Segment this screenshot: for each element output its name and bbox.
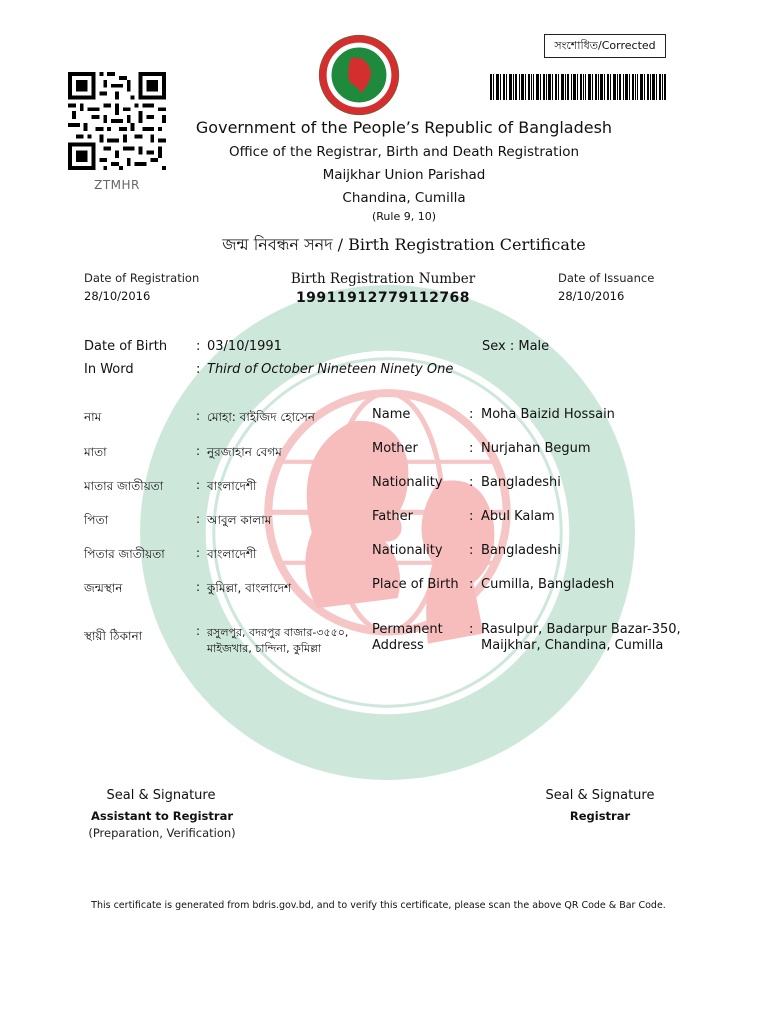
father-nationality-label: Nationality <box>372 543 443 558</box>
colon: : <box>196 512 201 526</box>
date-of-birth-label: Date of Birth <box>84 339 168 354</box>
colon: : <box>196 478 201 492</box>
mother-label: Mother <box>372 441 418 456</box>
date-of-registration-value: 28/10/2016 <box>84 289 151 303</box>
colon: : <box>196 409 201 423</box>
birth-registration-number-label: Birth Registration Number <box>290 271 476 287</box>
bn-father-value: আবুল কালাম <box>207 513 272 527</box>
preparation-verification-note: (Preparation, Verification) <box>88 826 236 840</box>
left-seal-signature: Seal & Signature <box>106 788 216 803</box>
place-of-birth-value: Cumilla, Bangladesh <box>481 577 615 592</box>
district-name: Chandina, Cumilla <box>342 190 466 206</box>
government-title: Government of the People’s Republic of Bangladesh <box>195 118 613 137</box>
bn-mother-nationality-label: মাতার জাতীয়তা <box>84 479 164 493</box>
name-label: Name <box>372 407 411 422</box>
bn-permanent-address-value: রসুলপুর, বদরপুর বাজার-৩৫৫০, মাইজখার, চান্দিনা, কুমিল্লা <box>207 626 349 655</box>
bn-father-nationality-label: পিতার জাতীয়তা <box>84 547 165 561</box>
permanent-address-label-line1: Permanent <box>372 622 443 637</box>
colon: : <box>196 624 201 638</box>
bn-place-of-birth-label: জন্মস্থান <box>84 581 123 595</box>
bn-mother-value: নুরজাহান বেগম <box>207 445 282 459</box>
colon: : <box>469 407 474 422</box>
bn-mother-label: মাতা <box>84 445 107 459</box>
date-of-registration-label: Date of Registration <box>84 271 200 285</box>
registrar-title: Registrar <box>569 809 631 823</box>
date-of-birth-value: 03/10/1991 <box>207 339 282 354</box>
permanent-address-label-line2: Address <box>372 638 424 653</box>
government-seal-icon <box>318 34 400 116</box>
bn-father-label: পিতা <box>84 513 109 527</box>
bn-mother-nationality-value: বাংলাদেশী <box>207 479 257 493</box>
certificate-title: জন্ম নিবন্ধন সনদ / Birth Registration Certificate <box>222 235 586 254</box>
colon: : <box>469 577 474 592</box>
colon: : <box>469 622 474 637</box>
assistant-registrar-title: Assistant to Registrar <box>91 809 233 823</box>
mother-nationality-label: Nationality <box>372 475 443 490</box>
birth-registration-number-value: 19911912779112768 <box>295 290 471 306</box>
in-word-value: Third of October Nineteen Ninety One <box>207 362 454 377</box>
rule-reference: (Rule 9, 10) <box>371 210 436 223</box>
corrected-badge: সংশোধিত/Corrected <box>544 34 666 58</box>
place-of-birth-label: Place of Birth <box>372 577 459 592</box>
permanent-address-value: Rasulpur, Badarpur Bazar-350, Maijkhar, Chandina, Cumilla <box>481 622 681 653</box>
colon: : <box>469 509 474 524</box>
date-of-issuance-label: Date of Issuance <box>558 271 655 285</box>
colon: : <box>196 580 201 594</box>
bn-place-of-birth-value: কুমিল্লা, বাংলাদেশ <box>207 581 292 595</box>
colon: : <box>196 339 201 354</box>
mother-value: Nurjahan Begum <box>481 441 591 456</box>
name-value: Moha Baizid Hossain <box>481 407 615 422</box>
father-label: Father <box>372 509 413 524</box>
qr-code-label: ZTMHR <box>94 178 140 192</box>
date-of-issuance-value: 28/10/2016 <box>558 289 625 303</box>
sex-value: Sex : Male <box>482 339 550 354</box>
colon: : <box>196 444 201 458</box>
colon: : <box>196 362 201 377</box>
bn-permanent-address-label: স্থায়ী ঠিকানা <box>84 629 143 643</box>
union-name: Maijkhar Union Parishad <box>322 167 486 183</box>
barcode-icon <box>490 74 666 100</box>
verification-footer: This certificate is generated from bdris.gov.bd, and to verify this certificate, please scan the above QR Code & Bar Code. <box>91 900 666 911</box>
watermark-seal-icon <box>135 280 640 785</box>
colon: : <box>196 546 201 560</box>
father-nationality-value: Bangladeshi <box>481 543 561 558</box>
colon: : <box>469 543 474 558</box>
in-word-label: In Word <box>84 362 134 377</box>
father-value: Abul Kalam <box>481 509 555 524</box>
bn-name-value: মোহা: বাইজিদ হোসেন <box>207 410 315 424</box>
bn-father-nationality-value: বাংলাদেশী <box>207 547 257 561</box>
colon: : <box>469 475 474 490</box>
bn-name-label: নাম <box>84 410 102 424</box>
office-title: Office of the Registrar, Birth and Death Registration <box>228 144 580 160</box>
right-seal-signature: Seal & Signature <box>545 788 655 803</box>
colon: : <box>469 441 474 456</box>
mother-nationality-value: Bangladeshi <box>481 475 561 490</box>
